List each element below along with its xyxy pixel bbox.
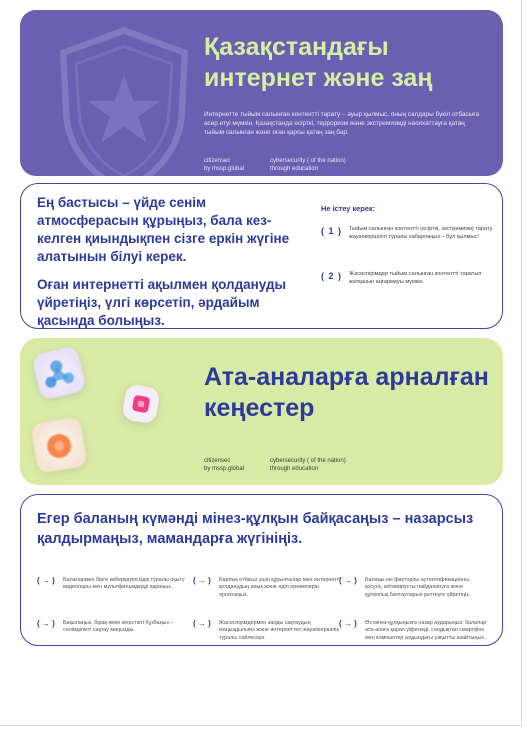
tip-text: Жасөспірімдермен заңды сақтаудың маңыздылығы және интернеттегі жауапкершілік туралы сөйлесіңіз. xyxy=(219,620,339,641)
decorative-tile xyxy=(121,383,161,424)
brand-tagline-line2: through education xyxy=(270,466,319,472)
decorative-tile xyxy=(31,345,87,401)
brand-tagline-line1: cybersecurity ( of the nation) xyxy=(270,158,346,164)
orange-chat-icon xyxy=(30,416,88,474)
brand-tagline-line1: cybersecurity ( of the nation) xyxy=(270,458,346,464)
brand-tagline xyxy=(270,157,346,173)
tip-text: Балаңы екі факторлы аутентификацияны қосуға, антивирусты пайдалануға және құпиялық баптауларын реттеуге үйретіңіз. xyxy=(365,577,471,598)
brand-name: citizensec xyxy=(204,158,231,164)
trust-paragraph-2: Оған интернетті ақылмен қолдануды үйретіңіз, үлгі көрсетіп, әрдайым қасында болыңыз. xyxy=(37,277,287,328)
brand-logo xyxy=(204,157,244,173)
tips-card xyxy=(20,494,503,646)
arrow-right-icon: ( → ) xyxy=(193,576,211,585)
parents-tips-banner xyxy=(20,338,503,485)
what-to-do-title: Не істеу керек: xyxy=(321,204,376,213)
tip-text: Бақылаңыз, бірақ жеке кеңістікті бұзбаңыз – сенімділікті сақтау маңызды. xyxy=(63,620,174,634)
brand-by: by mssp.global xyxy=(204,466,245,472)
tip-text: Балалармен бірге киберқауіпсіздік туралы оқыту видеолары мен мультфильмдерді қараңыз. xyxy=(63,577,185,591)
hero-banner xyxy=(20,10,503,176)
police-badge-icon xyxy=(36,24,212,176)
hero-description: Интернетте тыйым салынған контентті тарату – ауыр қылмыс, оның салдары бүкіл отбасыға әсер етуі мүмкін. Қазақстанда есірткі, терроризм және экстремизмді насихаттауға қатаң тыйым салынған және оған қарсы қатаң заң бар. xyxy=(204,111,480,136)
brand-logo xyxy=(204,457,244,473)
trust-paragraph-1: Ең бастысы – үйде сенім атмосферасын құрыңыз, бала кез-келген қиындықпен сізге еркін жүгіне алатынын білуі керек. xyxy=(37,195,290,264)
arrow-right-icon: ( → ) xyxy=(37,576,55,585)
item-number: ( 1 ) xyxy=(321,226,343,236)
item-text: Жасөспірімдер тыйым салынған контентті таратып жатқанын аңғармауы мүмкін xyxy=(349,271,482,285)
tip-text: Өз мінез-құлқыңызға назар аударыңыз: балалар ата-анаға қарап үйренеді, сондықтан смартфон мен компьютер алдындағы уақытты азайтыңыз. xyxy=(365,620,487,641)
brand-by: by mssp.global xyxy=(204,166,245,172)
arrow-right-icon: ( → ) xyxy=(37,619,55,628)
pink-square-icon xyxy=(121,383,161,424)
decorative-tile xyxy=(30,416,88,474)
arrow-right-icon: ( → ) xyxy=(339,576,357,585)
hero-title: Қазақстандағы интернет және заң xyxy=(204,33,433,92)
tips-heading: Егер баланың күмәнді мінез-құлқын байқасаңыз – назарсыз қалдырмаңыз, мамандарға жүгініңіз. xyxy=(37,511,474,547)
arrow-right-icon: ( → ) xyxy=(339,619,357,628)
brand-name: citizensec xyxy=(204,458,231,464)
brand-tagline xyxy=(270,457,346,473)
tip-text: Барлық отбасы үшін құрылғылар мен интернетті қолданудың анық және әділ ережелерін орнатыңыз. xyxy=(219,577,341,598)
trust-card xyxy=(20,183,503,329)
banner-title: Ата-аналарға арналған кеңестер xyxy=(204,363,489,422)
molecule-icon xyxy=(31,345,87,401)
trust-main-text xyxy=(37,194,307,330)
item-number: ( 2 ) xyxy=(321,271,343,281)
item-text: Тыйым салынған контентті (есірткі, экстремизм) тарату жауапкершілігі туралы хабарлаңыз – бұл қылмыс! xyxy=(349,226,493,240)
brand-tagline-line2: through education xyxy=(270,166,319,172)
arrow-right-icon: ( → ) xyxy=(193,619,211,628)
